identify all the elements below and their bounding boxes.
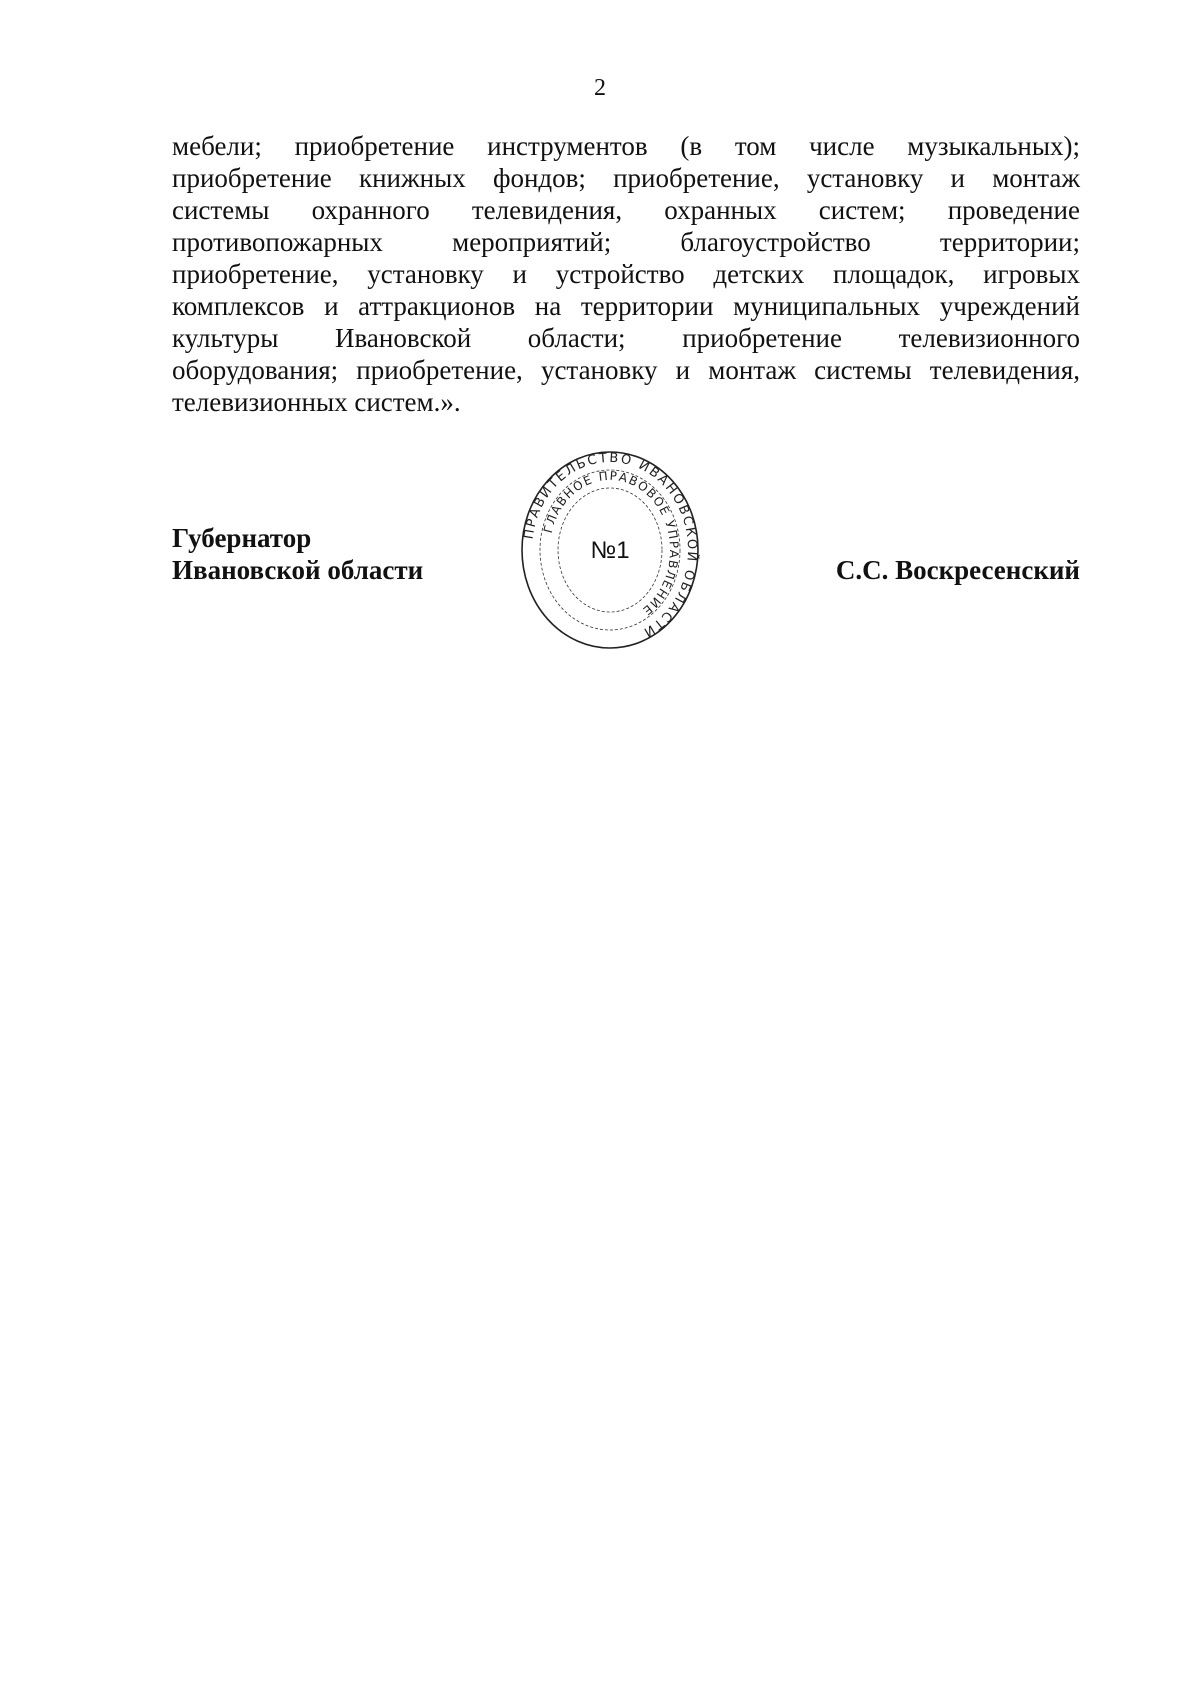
text-line: приобретение, установку и устройство детских площадок, игровых <box>172 259 1080 289</box>
stamp-number: №1 <box>590 537 630 564</box>
signatory-title-line1: Губернатор <box>172 523 312 553</box>
body-text <box>172 130 1080 418</box>
text-line: комплексов и аттракционов на территории муниципальных учреждений <box>172 291 1080 321</box>
svg-text:ПРАВИТЕЛЬСТВО ИВАНОВСКОЙ ОБЛАС: ПРАВИТЕЛЬСТВО ИВАНОВСКОЙ ОБЛАСТИ <box>521 450 700 641</box>
official-stamp <box>520 450 700 650</box>
text-line: приобретение книжных фондов; приобретение, установку и монтаж <box>172 163 1080 193</box>
text-line: культуры Ивановской области; приобретение телевизионного <box>172 323 1080 353</box>
text-line: противопожарных мероприятий; благоустройство территории; <box>172 227 1080 257</box>
text-line: системы охранного телевидения, охранных систем; проведение <box>172 195 1080 225</box>
signatory-title <box>172 522 423 586</box>
svg-text:ГЛАВНОЕ ПРАВОВОЕ УПРАВЛЕНИЕ: ГЛАВНОЕ ПРАВОВОЕ УПРАВЛЕНИЕ <box>540 468 682 619</box>
text-line: телевизионных систем.». <box>172 387 461 417</box>
stamp-seal-icon <box>520 450 700 650</box>
text-line: оборудования; приобретение, установку и монтаж системы телевидения, <box>172 355 1080 385</box>
signatory-title-line2: Ивановской области <box>172 555 424 585</box>
text-line: мебели; приобретение инструментов (в том числе музыкальных); <box>172 131 1080 161</box>
page-number: 2 <box>594 75 606 101</box>
signatory-name: С.С. Воскресенский <box>835 555 1080 585</box>
